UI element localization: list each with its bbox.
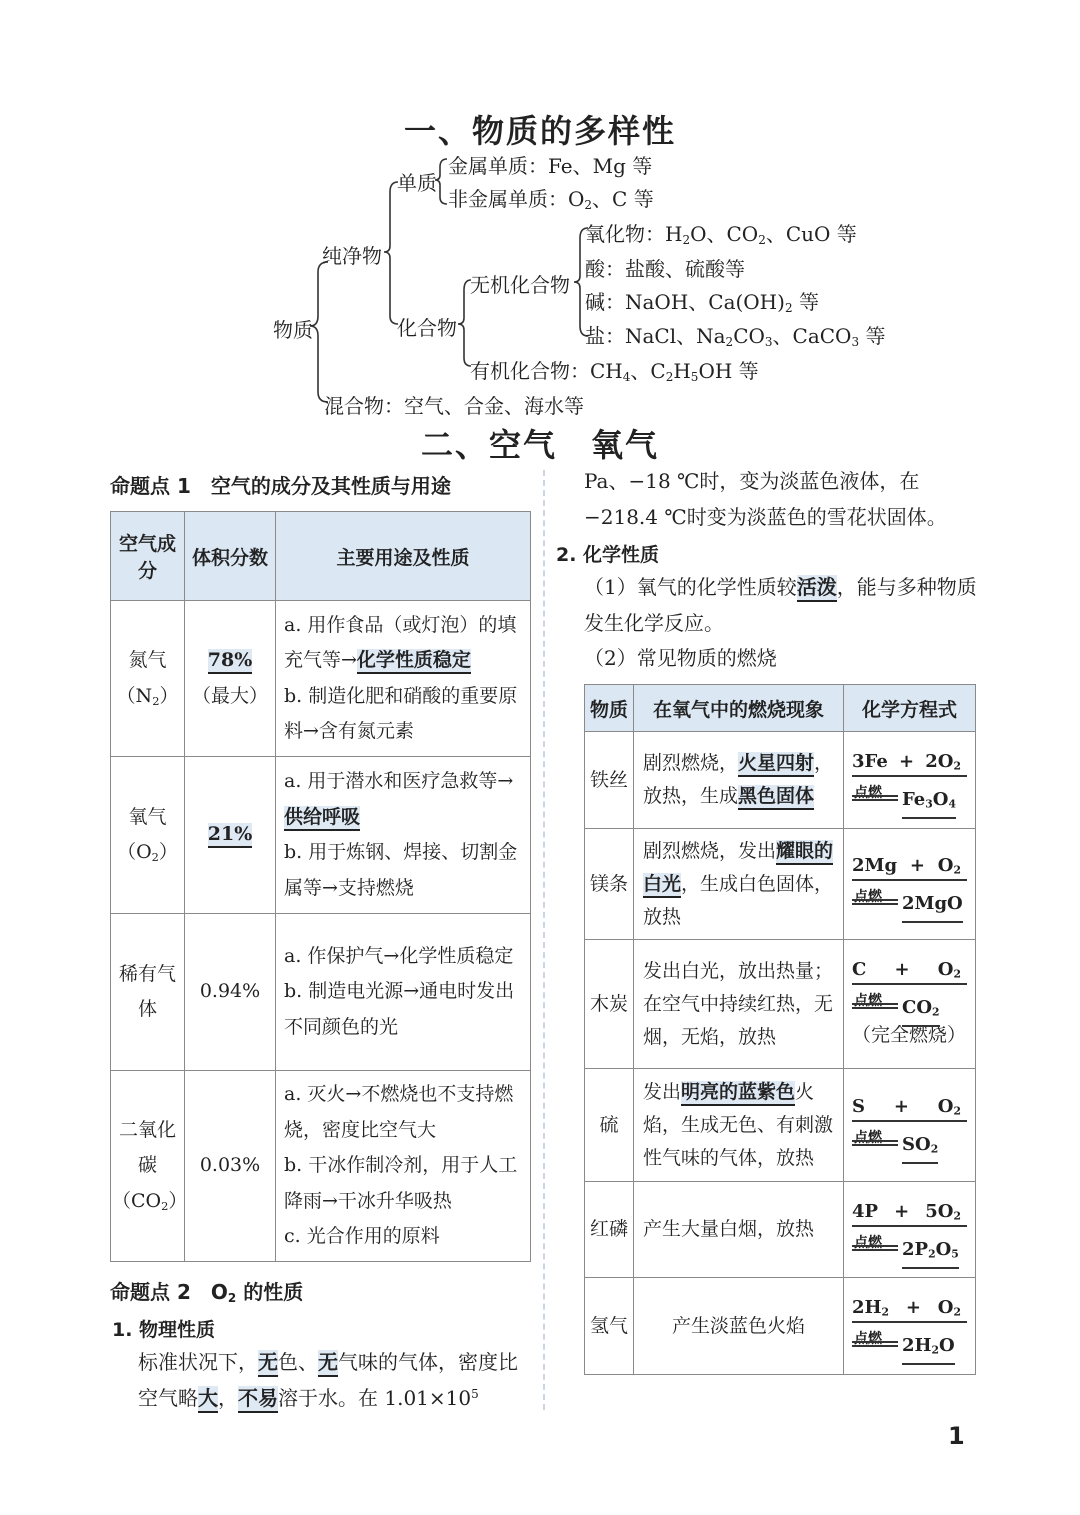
equation-cell: 2Mg + $O_2$ 点燃 2MgO [844, 829, 976, 940]
tree-pure: 纯净物 [322, 244, 382, 268]
air-composition-table [110, 511, 531, 1262]
physical-text-left: 标准状况下，无色、无气味的气体，密度比空气略大，不易溶于水。在 $1.01\times 10^5$ [138, 1345, 532, 1416]
table-row [585, 940, 976, 1069]
equation-cell: 4P + $5O_2$ 点燃 $2P_2O_5$ [844, 1182, 976, 1278]
air-table-header [111, 512, 531, 601]
substance-name: 硫 [585, 1069, 634, 1182]
table-row [585, 1069, 976, 1182]
volume-fraction: 78% （最大） [185, 601, 276, 757]
tree-acid: 酸：盐酸、硫酸等 [585, 257, 745, 281]
component-name: 二氧化碳 $(CO_2)$ [111, 1071, 185, 1262]
phenomenon-cell: 剧烈燃烧，火星四射，放热，生成黑色固体 [634, 732, 844, 829]
table-row [585, 829, 976, 940]
equation-cell: 3Fe + $2O_2$ 点燃 $Fe_3O_4$ [844, 732, 976, 829]
use-cell: a. 灭火→不燃烧也不支持燃烧，密度比空气大 b. 干冰作制冷剂，用于人工降雨→干冰升华吸热 c. 光合作用的原料 [276, 1071, 531, 1262]
chemical-text: （1）氧气的化学性质较活泼，能与多种物质发生化学反应。 （2）常见物质的燃烧 [584, 575, 977, 670]
combustion-table-header [585, 685, 976, 732]
equation-cell: S + $O_2$ 点燃 $SO_2$ [844, 1069, 976, 1182]
header-use: 主要用途及性质 [276, 512, 531, 601]
header-substance: 物质 [585, 685, 634, 732]
chemical-heading: 2. 化学性质 [556, 544, 660, 566]
equation-note: （完全燃烧） [852, 1023, 967, 1046]
physical-heading: 1. 物理性质 [112, 1319, 216, 1341]
column-divider [543, 470, 545, 1410]
phenomenon-cell: 产生淡蓝色火焰 [634, 1278, 844, 1375]
phenomenon-cell: 产生大量白烟，放热 [634, 1182, 844, 1278]
component-name: 氧气 $(O_2)$ [111, 757, 185, 914]
phenomenon-cell: 发出白光，放出热量；在空气中持续红热，无烟，无焰，放热 [634, 940, 844, 1069]
volume-fraction: 21% [185, 757, 276, 914]
substance-name: 氢气 [585, 1278, 634, 1375]
header-fraction: 体积分数 [185, 512, 276, 601]
table-row [111, 914, 531, 1071]
tree-element: 单质 [397, 171, 437, 195]
volume-fraction: 0.94% [185, 914, 276, 1071]
table-row [111, 757, 531, 914]
table-row [111, 1071, 531, 1262]
substance-name: 木炭 [585, 940, 634, 1069]
phenomenon-cell: 剧烈燃烧，发出耀眼的白光，生成白色固体，放热 [634, 829, 844, 940]
substance-name: 红磷 [585, 1182, 634, 1278]
section2-title: 二、空气 氧气 [420, 426, 659, 464]
use-cell: a. 用于潜水和医疗急救等→供给呼吸 b. 用于炼钢、焊接、切割金属等→支持燃烧 [276, 757, 531, 914]
substance-name: 铁丝 [585, 732, 634, 829]
table-row [585, 1278, 976, 1375]
tree-root: 物质 [273, 318, 313, 342]
component-name: 氮气 $(N_2)$ [111, 601, 185, 757]
phenomenon-cell: 发出明亮的蓝紫色火焰，生成无色、有刺激性气味的气体，放热 [634, 1069, 844, 1182]
tree-mixture: 混合物：空气、合金、海水等 [324, 394, 584, 418]
volume-fraction: 0.03% [185, 1071, 276, 1262]
tree-base: 碱：NaOH、$Ca(OH)_2$ 等 [585, 290, 819, 315]
header-phenomenon: 在氧气中的燃烧现象 [634, 685, 844, 732]
tree-oxide: 氧化物：$H_2O$、$CO_2$、CuO 等 [585, 222, 857, 247]
equation-cell: $2H_2$ + $O_2$ 点燃 $2H_2O$ [844, 1278, 976, 1375]
header-equation: 化学方程式 [844, 685, 976, 732]
physical-text-right: Pa、−18 ℃时，变为淡蓝色液体，在−218.4 ℃时变为淡蓝色的雪花状固体。 [584, 469, 947, 529]
tree-organic: 有机化合物：$CH_4$、$C_2H_5OH$ 等 [470, 359, 759, 384]
table-row [111, 601, 531, 757]
use-cell: a. 用作食品（或灯泡）的填充气等→化学性质稳定 b. 制造化肥和硝酸的重要原料→含有氮元素 [276, 601, 531, 757]
tree-inorganic: 无机化合物 [470, 273, 570, 297]
tree-compound: 化合物 [397, 316, 457, 340]
page-number: 1 [948, 1422, 965, 1450]
substance-name: 镁条 [585, 829, 634, 940]
tree-nonmetal: 非金属单质：$O_2$、C 等 [448, 187, 654, 212]
tree-metal: 金属单质：Fe、Mg 等 [448, 154, 653, 178]
section1-title: 一、物质的多样性 [403, 112, 676, 150]
point1-heading: 命题点 1 空气的成分及其性质与用途 [110, 474, 451, 498]
equation-cell: C + $O_2$ 点燃 $CO_2$ （完全燃烧） [844, 940, 976, 1069]
header-component: 空气成分 [111, 512, 185, 601]
combustion-table [584, 684, 976, 1375]
table-row [585, 1182, 976, 1278]
tree-salt: 盐：NaCl、$Na_2CO_3$、CaCO$_3$ 等 [585, 324, 886, 349]
component-name: 稀有气体 [111, 914, 185, 1071]
point2-heading: 命题点 2 $O_2$ 的性质 [110, 1280, 304, 1305]
use-cell: a. 作保护气→化学性质稳定 b. 制造电光源→通电时发出不同颜色的光 [276, 914, 531, 1071]
table-row [585, 732, 976, 829]
